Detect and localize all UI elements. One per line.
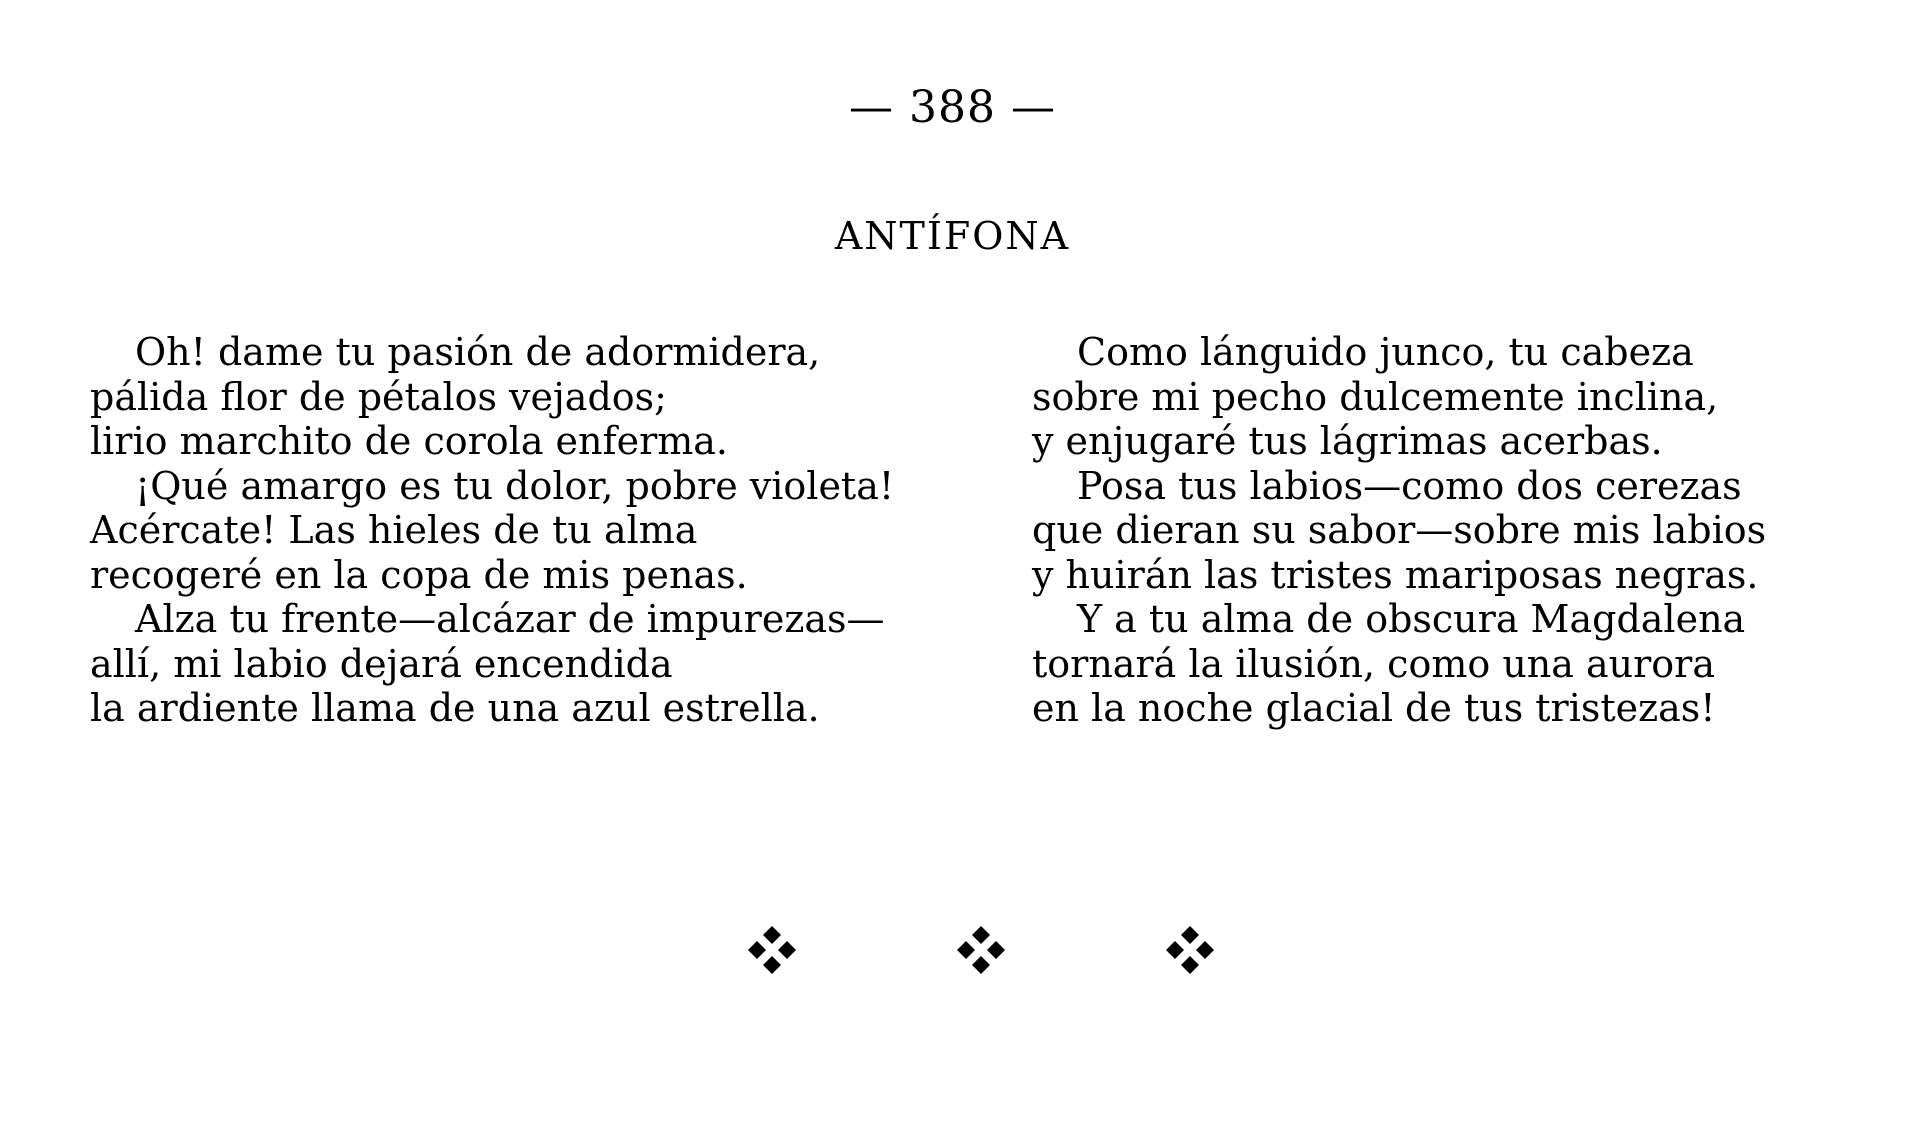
ornament-divider	[0, 922, 1905, 982]
diamond-cluster-icon	[1162, 922, 1218, 978]
verse-line: Posa tus labios—como dos cerezas	[1077, 463, 1742, 508]
verse-line: y enjugaré tus lágrimas acerbas.	[1032, 419, 1663, 463]
verse-line: lirio marchito de corola enferma.	[90, 419, 729, 463]
poem-left-column	[90, 330, 950, 731]
verse-line: Alza tu frente—alcázar de impurezas—	[135, 597, 885, 641]
verse-line: recogeré en la copa de mis penas.	[90, 552, 748, 597]
diamond-cluster-icon	[744, 922, 800, 978]
verse-line: que dieran su sabor—sobre mis labios	[1032, 508, 1767, 552]
verse-line: pálida flor de pétalos vejados;	[90, 374, 667, 419]
page-number: — 388 —	[849, 82, 1056, 133]
verse-line: tornará la ilusión, como una aurora	[1032, 641, 1715, 686]
verse-line: allí, mi labio dejará encendida	[90, 641, 673, 686]
verse-line: Oh! dame tu pasión de adormidera,	[135, 330, 821, 374]
verse-line: sobre mi pecho dulcemente inclina,	[1032, 374, 1719, 419]
verse-line: ¡Qué amargo es tu dolor, pobre violeta!	[135, 463, 895, 508]
verse-line: la ardiente llama de una azul estrella.	[90, 686, 820, 730]
poem-title: ANTÍFONA	[834, 214, 1071, 258]
verse-line: Y a tu alma de obscura Magdalena	[1077, 597, 1746, 641]
diamond-cluster-icon	[953, 922, 1009, 978]
poem-right-column	[1032, 330, 1892, 731]
verse-line: Como lánguido junco, tu cabeza	[1077, 330, 1694, 374]
verse-line: en la noche glacial de tus tristezas!	[1032, 686, 1716, 730]
verse-line: y huirán las tristes mariposas negras.	[1032, 552, 1759, 597]
verse-line: Acércate! Las hieles de tu alma	[90, 508, 698, 552]
